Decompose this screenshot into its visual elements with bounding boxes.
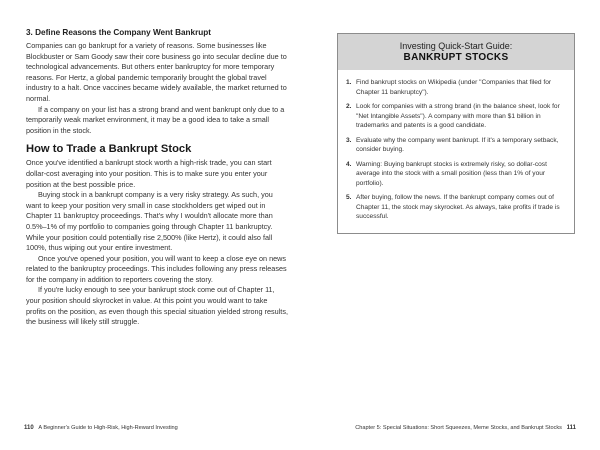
running-title: Chapter 5: Special Situations: Short Squeezes, Meme Stocks, and Bankrupt Stocks (355, 425, 562, 431)
paragraph: Once you've identified a bankrupt stock worth a high-risk trade, you can start dollar-cost averaging into your position. This is to make sure you enter your position at the best possible price. (26, 158, 272, 189)
list-item (346, 102, 564, 131)
quick-start-box (337, 33, 575, 234)
page-number: 110 (24, 425, 34, 431)
paragraph: If you're lucky enough to see your bankrupt stock come out of Chapter 11, your position should skyrocket in value. At this point you would want to take profits on the position, as even though this special situation yielded strong results, the business will likely still struggle. (26, 285, 288, 327)
step-text: Evaluate why the company went bankrupt. If it's a temporary setback, consider buying. (356, 136, 559, 153)
left-footer (24, 425, 178, 431)
list-item (346, 78, 564, 97)
left-text-column (26, 28, 288, 328)
step-number: 2. (346, 103, 352, 110)
list-item (346, 136, 564, 155)
paragraph: Once you've opened your position, you will want to keep a close eye on news related to the bankruptcy proceedings. This includes following any press releases for the company in addition to reporters covering the story. (26, 253, 287, 284)
box-title: Investing Quick-Start Guide: (399, 41, 513, 51)
right-footer (355, 425, 576, 431)
step-number: 5. (346, 194, 352, 201)
list-item (346, 193, 564, 222)
step-text: Find bankrupt stocks on Wikipedia (under "Companies that filed for Chapter 11 bankruptcy"). (356, 79, 552, 96)
step-text: Warning: Buying bankrupt stocks is extremely risky, so dollar-cost average into the stock with a small position (less than 1% of your portfolio). (356, 160, 547, 187)
subheading: 3. Define Reasons the Company Went Bankrupt (26, 28, 212, 37)
box-subtitle: BANKRUPT STOCKS (403, 52, 509, 63)
right-page (300, 0, 600, 450)
list-item (346, 160, 564, 189)
step-text: After buying, follow the news. If the bankrupt company comes out of Chapter 11, the stock may skyrocket. As always, take profits if trade is successful. (356, 194, 560, 220)
paragraph: If a company on your list has a strong brand and went bankrupt only due to a temporarily weak market environment, it may be a good idea to take a small position in the stock. (26, 104, 285, 135)
step-number: 4. (346, 160, 352, 168)
steps-list (346, 78, 564, 222)
box-header (338, 34, 574, 70)
step-number: 1. (346, 79, 352, 86)
page-number: 111 (566, 425, 576, 431)
paragraph: Buying stock in a bankrupt company is a very risky strategy. As such, you want to keep your position very small in case stockholders get wiped out in Chapter 11 bankruptcy proceedings. That's why I wouldn't allocate more than 0.5%–1% of my portfolio to companies going through Chapter 11 bankruptcy. While your position could potentially rise 2,500% (like Hertz), it could also fall 100%, thus wiping out your entire investment. (26, 190, 273, 253)
paragraph: Companies can go bankrupt for a variety of reasons. Some businesses like Blockbuster or Sam Goody saw their core business go into secular decline due to technological advancements. But others enter bankruptcy for more temporary reasons. For Hertz, a global pandemic temporarily brought the global travel industry to a halt. Once vaccines became widely available, the market returned to normal. (26, 41, 287, 103)
step-text: Look for companies with a strong brand (in the balance sheet, look for "Net Intangible Assets"). A company with more than $1 billion in trademarks and patents is a good candidate. (356, 103, 560, 129)
running-title: A Beginner's Guide to High-Risk, High-Reward Investing (38, 425, 178, 431)
section-heading: How to Trade a Bankrupt Stock (26, 143, 192, 156)
step-number: 3. (346, 136, 352, 144)
